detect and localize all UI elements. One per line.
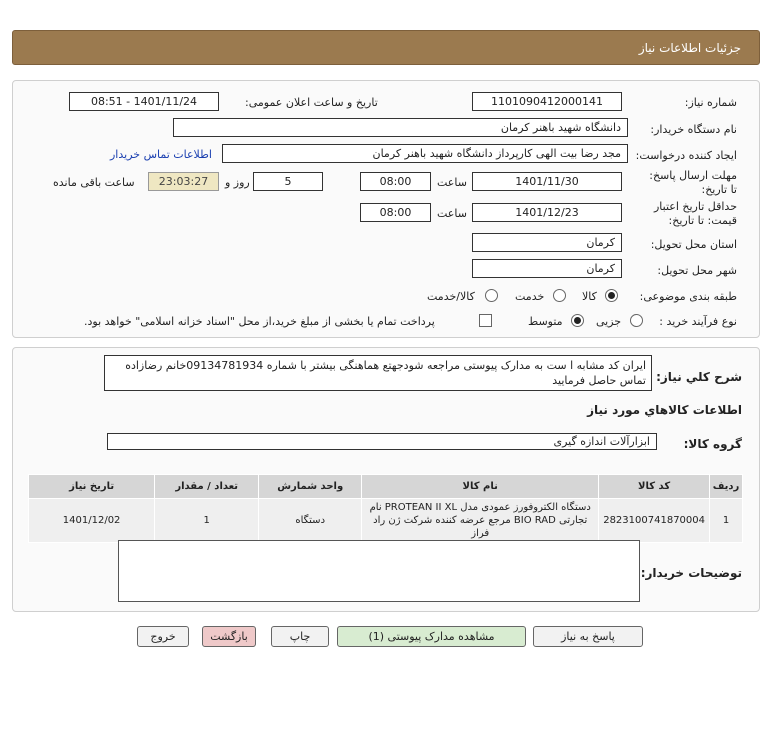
category-label: طبقه بندی موضوعی:	[639, 290, 737, 303]
description-field: ایران کد مشابه ا ست به مدارک پیوستی مراجعه شودجهتع هماهنگی بیشتر با شماره 09134781934خانم رضازاده تماس حاصل فرمایید	[104, 355, 652, 391]
requester-field: مجد رضا بیت الهی کارپرداز دانشگاه شهید باهنر کرمان	[222, 144, 628, 163]
cell-row: 1	[710, 499, 743, 543]
reply-deadline-date-field: 1401/11/30	[472, 172, 622, 191]
col-unit-header: واحد شمارش	[259, 475, 362, 499]
treasury-checkbox[interactable]	[479, 314, 492, 327]
buyer-contact-link[interactable]: اطلاعات تماس خریدار	[110, 148, 212, 161]
announce-datetime-label: تاریخ و ساعت اعلان عمومی:	[245, 96, 378, 109]
category-service-radio[interactable]	[553, 289, 566, 302]
process-medium-radio[interactable]	[571, 314, 584, 327]
remaining-time-field: 23:03:27	[148, 172, 219, 191]
category-goods-label: کالا	[582, 290, 597, 303]
cell-unit: دستگاه	[259, 499, 362, 543]
category-goods-radio[interactable]	[605, 289, 618, 302]
price-validity-time-label: ساعت	[437, 207, 467, 220]
goods-group-field: ابزارآلات اندازه گیری	[107, 433, 657, 450]
page-title: جزئیات اطلاعات نیاز	[638, 41, 741, 55]
process-minor-label: جزیی	[596, 315, 622, 328]
announce-datetime-field: 1401/11/24 - 08:51	[69, 92, 219, 111]
buyer-notes-field	[118, 540, 640, 602]
purchase-process-label: نوع فرآیند خرید :	[659, 315, 737, 328]
process-medium-label: متوسط	[528, 315, 563, 328]
col-row-header: ردیف	[710, 475, 743, 499]
col-code-header: کد کالا	[599, 475, 710, 499]
goods-info-title: اطلاعات کالاهاي مورد نياز	[587, 403, 742, 417]
price-validity-date-field: 1401/12/23	[472, 203, 622, 222]
col-qty-header: تعداد / مقدار	[155, 475, 259, 499]
cell-date: 1401/12/02	[29, 499, 155, 543]
table-row	[29, 499, 743, 543]
items-table	[28, 474, 743, 543]
buyer-notes-label: توضیحات خریدار:	[640, 566, 742, 580]
description-label: شرح کلي نياز:	[656, 370, 742, 384]
price-validity-time-field: 08:00	[360, 203, 431, 222]
buyer-org-label: نام دستگاه خریدار:	[650, 123, 737, 136]
remaining-label: ساعت باقی مانده	[53, 176, 135, 189]
view-attachments-button[interactable]: مشاهده مدارک پیوستی (1)	[337, 626, 526, 647]
table-header-row	[29, 475, 743, 499]
col-name-header: نام کالا	[362, 475, 599, 499]
delivery-province-label: استان محل تحویل:	[650, 238, 737, 251]
days-label: روز و	[225, 176, 250, 189]
category-goods-service-label: کالا/خدمت	[427, 290, 475, 303]
exit-button[interactable]: خروج	[137, 626, 189, 647]
days-field: 5	[253, 172, 323, 191]
reply-time-label: ساعت	[437, 176, 467, 189]
price-validity-label: حداقل تاریخ اعتبار قیمت: تا تاریخ:	[653, 200, 737, 227]
back-button[interactable]: بازگشت	[202, 626, 256, 647]
treasury-note: پرداخت تمام یا بخشی از مبلغ خرید،از محل "اسناد خزانه اسلامی" خواهد بود.	[84, 315, 435, 328]
reply-time-field: 08:00	[360, 172, 431, 191]
cell-code: 2823100741870004	[599, 499, 710, 543]
print-button[interactable]: چاپ	[271, 626, 329, 647]
need-number-field: 1101090412000141	[472, 92, 622, 111]
page-header	[12, 30, 760, 65]
reply-button[interactable]: پاسخ به نیاز	[533, 626, 643, 647]
buyer-org-field: دانشگاه شهید باهنر کرمان	[173, 118, 628, 137]
cell-qty: 1	[155, 499, 259, 543]
reply-deadline-label: مهلت ارسال پاسخ: تا تاریخ:	[649, 169, 737, 196]
cell-name: دستگاه الکتروفورز عمودی مدل PROTEAN II XL نام تجارتی BIO RAD مرجع عرضه کننده شرکت ژن راد فراز	[362, 499, 599, 543]
need-number-label: شماره نیاز:	[684, 96, 737, 109]
category-service-label: خدمت	[515, 290, 545, 303]
goods-group-label: گروه کالا:	[683, 437, 742, 451]
delivery-city-label: شهر محل تحویل:	[657, 264, 737, 277]
col-date-header: تاریخ نیاز	[29, 475, 155, 499]
category-goods-service-radio[interactable]	[485, 289, 498, 302]
requester-label: ایجاد کننده درخواست:	[635, 149, 737, 162]
process-minor-radio[interactable]	[630, 314, 643, 327]
delivery-province-field: کرمان	[472, 233, 622, 252]
delivery-city-field: کرمان	[472, 259, 622, 278]
